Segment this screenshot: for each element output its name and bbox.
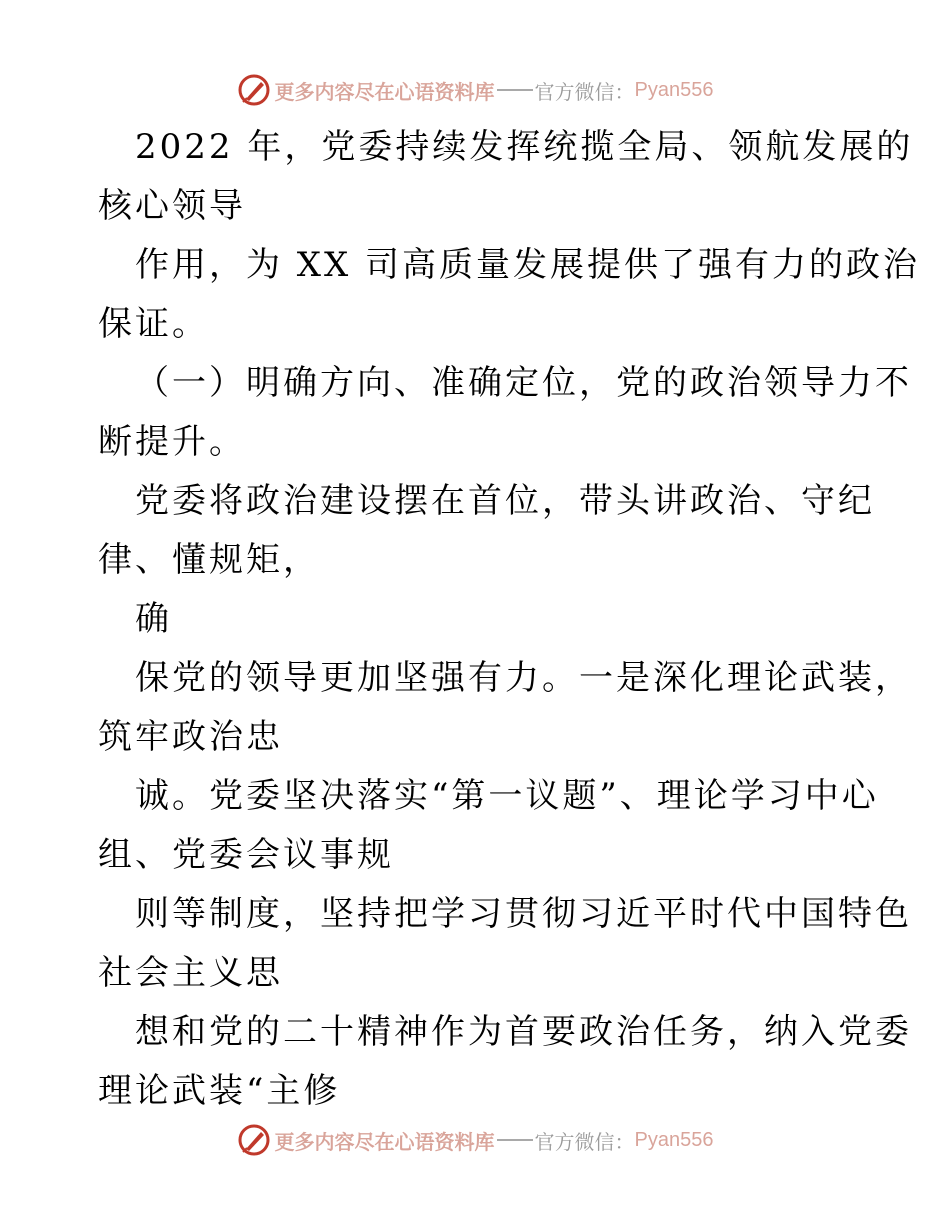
footer-brand-text: 更多内容尽在心语资料库: [274, 1129, 495, 1154]
body-line: 理论武装“主修: [98, 1071, 341, 1111]
header-brand-text: 更多内容尽在心语资料库: [274, 79, 495, 104]
footer-dash: [497, 1139, 533, 1141]
body-line: 断提升。: [98, 422, 246, 462]
body-line: 诚。党委坚决落实“第一议题”、理论学习中心: [135, 776, 879, 816]
body-line: 社会主义思: [98, 953, 283, 993]
body-line: 核心领导: [98, 186, 246, 226]
body-line: 2022 年，党委持续发挥统揽全局、领航发展的: [135, 127, 914, 167]
header-wechat-label: 官方微信：: [534, 79, 635, 104]
body-line: 筑牢政治忠: [98, 717, 283, 757]
body-line: 保证。: [98, 304, 209, 344]
quill-logo-icon: [237, 73, 271, 107]
body-line: 确: [135, 599, 172, 639]
body-line: 作用，为 XX 司高质量发展提供了强有力的政治: [135, 245, 921, 285]
document-body: [98, 118, 921, 1121]
quill-logo-icon: [237, 1123, 271, 1157]
footer-account: Pyan556: [634, 1128, 714, 1151]
body-line: 律、懂规矩，: [98, 540, 320, 580]
body-line: 想和党的二十精神作为首要政治任务，纳入党委: [135, 1012, 912, 1052]
footer-watermark: [0, 1120, 950, 1160]
body-line: 则等制度，坚持把学习贯彻习近平时代中国特色: [135, 894, 912, 934]
body-line: 党委将政治建设摆在首位，带头讲政治、守纪: [135, 481, 875, 521]
section-heading: （一）明确方向、准确定位，党的政治领导力不: [135, 363, 912, 403]
header-dash: [497, 89, 533, 91]
body-line: 组、党委会议事规: [98, 835, 394, 875]
header-account: Pyan556: [634, 78, 714, 101]
body-line: 保党的领导更加坚强有力。一是深化理论武装，: [135, 658, 912, 698]
header-watermark: [0, 70, 950, 110]
footer-wechat-label: 官方微信：: [534, 1129, 635, 1154]
